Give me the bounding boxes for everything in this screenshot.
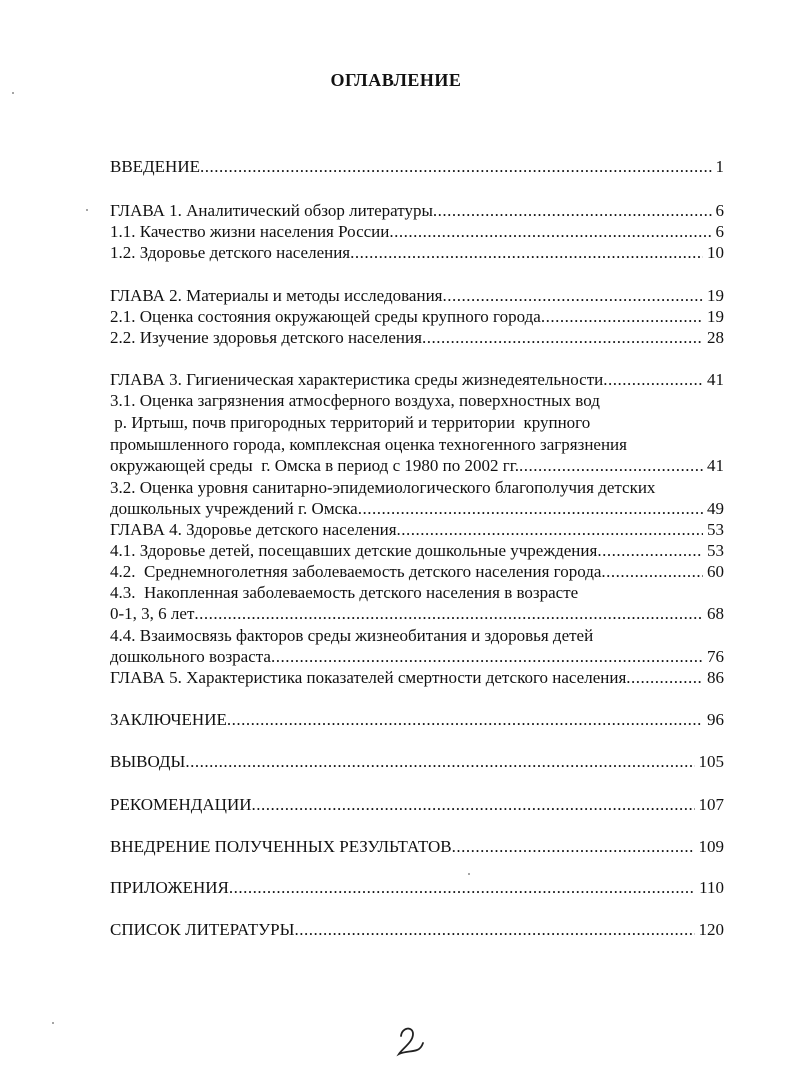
dot-leader (194, 603, 703, 625)
toc-entry-section-4-3[interactable]: 0-1, 3, 6 лет ..... 68 (110, 603, 724, 625)
toc-entry-appendices[interactable]: ПРИЛОЖЕНИЯ ..... 110 (110, 877, 724, 899)
dot-leader (271, 646, 703, 668)
toc-entry-section-3-1-line-2: р. Иртыш, почв пригородных территорий и территории крупного (110, 413, 591, 432)
toc-entry-section-3-1[interactable]: окружающей среды г. Омска в период с 1980 по 2002 гг. ..... 41 (110, 455, 724, 477)
toc-entry-section-3-2-line-1: 3.2. Оценка уровня санитарно-эпидемиологического благополучия детских (110, 478, 656, 497)
toc-entry-section-3-1-line-3: промышленного города, комплексная оценка техногенного загрязнения (110, 435, 627, 454)
scan-speck (12, 92, 14, 94)
dot-leader (252, 794, 695, 816)
dot-leader (433, 200, 712, 222)
toc-entry-section-1-2[interactable]: 1.2. Здоровье детского населения ..... 10 (110, 242, 724, 264)
dot-leader (452, 836, 695, 858)
toc-entry-chapter-1[interactable]: ГЛАВА 1. Аналитический обзор литературы ..... 6 (110, 200, 724, 222)
toc-entry-references[interactable]: СПИСОК ЛИТЕРАТУРЫ ..... 120 (110, 919, 724, 941)
toc-entry-implementation[interactable]: ВНЕДРЕНИЕ ПОЛУЧЕННЫХ РЕЗУЛЬТАТОВ ..... 109 (110, 836, 724, 858)
scan-speck (52, 1022, 54, 1024)
toc-entry-section-4-3-line-1: 4.3. Накопленная заболеваемость детского населения в возрасте (110, 583, 579, 602)
dot-leader (229, 877, 695, 899)
dot-leader (397, 519, 703, 541)
dot-leader (601, 561, 703, 583)
page-title: ОГЛАВЛЕНИЕ (330, 70, 462, 90)
dot-leader (358, 498, 703, 520)
toc-entry-section-2-2[interactable]: 2.2. Изучение здоровья детского населения ..... 28 (110, 327, 724, 349)
handwritten-page-number (395, 1022, 425, 1058)
scan-speck (468, 873, 470, 875)
toc-entry-introduction[interactable]: ВВЕДЕНИЕ ..... 1 (110, 156, 724, 178)
dot-leader (422, 327, 703, 349)
dot-leader (597, 540, 703, 562)
toc-entry-section-4-2[interactable]: 4.2. Среднемноголетняя заболеваемость детского населения города ..... 60 (110, 561, 724, 583)
toc-entry-chapter-5[interactable]: ГЛАВА 5. Характеристика показателей смертности детского населения ..... 86 (110, 667, 724, 689)
toc-entry-conclusion[interactable]: ЗАКЛЮЧЕНИЕ ..... 96 (110, 709, 724, 731)
toc-entry-section-4-4[interactable]: дошкольного возраста ..... 76 (110, 646, 724, 668)
dot-leader (294, 919, 694, 941)
toc-entry-chapter-2[interactable]: ГЛАВА 2. Материалы и методы исследования ..... 19 (110, 285, 724, 307)
toc-entry-chapter-4[interactable]: ГЛАВА 4. Здоровье детского населения ..... 53 (110, 519, 724, 541)
toc-entry-section-1-1[interactable]: 1.1. Качество жизни населения России ..... 6 (110, 221, 724, 243)
toc-entry-recommendations[interactable]: РЕКОМЕНДАЦИИ ..... 107 (110, 794, 724, 816)
dot-leader (227, 709, 703, 731)
dot-leader (626, 667, 703, 689)
toc-entry-chapter-3[interactable]: ГЛАВА 3. Гигиеническая характеристика среды жизнедеятельности ..... 41 (110, 369, 724, 391)
scan-speck (86, 209, 88, 211)
dot-leader (519, 455, 703, 477)
toc-entry-findings[interactable]: ВЫВОДЫ ..... 105 (110, 751, 724, 773)
dot-leader (350, 242, 703, 264)
dot-leader (389, 221, 711, 243)
toc-entry-section-2-1[interactable]: 2.1. Оценка состояния окружающей среды крупного города ..... 19 (110, 306, 724, 328)
toc-entry-section-4-4-line-1: 4.4. Взаимосвязь факторов среды жизнеобитания и здоровья детей (110, 626, 594, 645)
dot-leader (200, 156, 712, 178)
toc-entry-section-4-1[interactable]: 4.1. Здоровье детей, посещавших детские дошкольные учреждения ..... 53 (110, 540, 724, 562)
toc-entry-section-3-2[interactable]: дошкольных учреждений г. Омска ..... 49 (110, 498, 724, 520)
toc-entry-section-3-1-line-1: 3.1. Оценка загрязнения атмосферного воздуха, поверхностных вод (110, 391, 600, 410)
dot-leader (443, 285, 704, 307)
dot-leader (603, 369, 703, 391)
dot-leader (185, 751, 694, 773)
dot-leader (541, 306, 703, 328)
